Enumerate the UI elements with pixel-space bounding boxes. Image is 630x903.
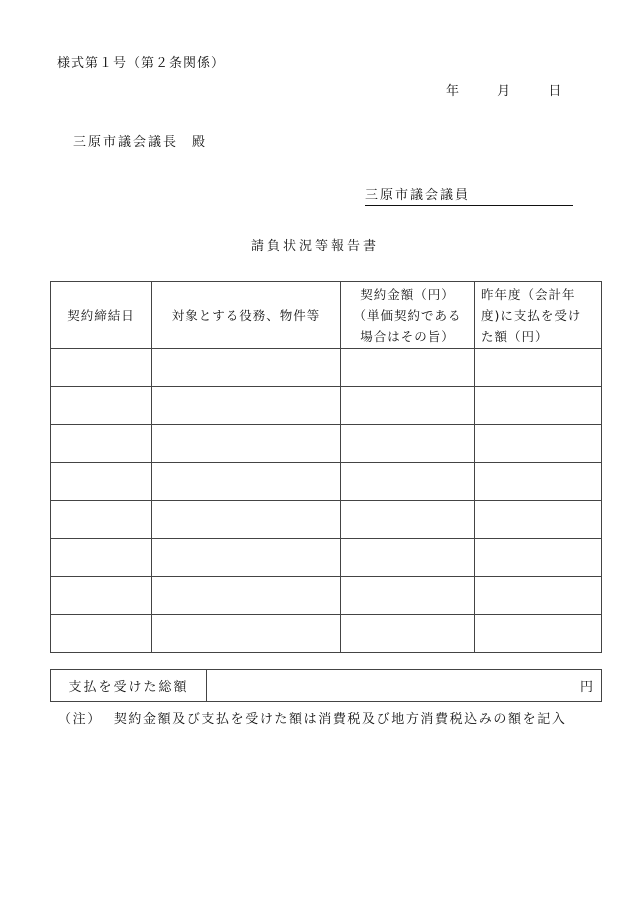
- date-year-label: 年: [446, 84, 460, 99]
- paid-amount-cell[interactable]: [475, 615, 602, 653]
- subject-cell[interactable]: [152, 425, 341, 463]
- total-amount-field[interactable]: [207, 670, 602, 702]
- addressee: [73, 131, 207, 150]
- contract-amount-cell[interactable]: [341, 577, 475, 615]
- table-row: [51, 349, 602, 387]
- subject-cell[interactable]: [152, 577, 341, 615]
- date-month-label: 月: [497, 84, 511, 99]
- header-paid-amount: [475, 282, 602, 349]
- header-contract-amount: [341, 282, 475, 349]
- header-amount-line: （単価契約である: [353, 307, 462, 323]
- paid-amount-cell[interactable]: [475, 501, 602, 539]
- table-row: [51, 501, 602, 539]
- contract-amount-cell[interactable]: [341, 463, 475, 501]
- paid-amount-cell[interactable]: [475, 425, 602, 463]
- header-amount-line: 場合はその旨）: [360, 328, 455, 344]
- header-paid-line: 度)に支払を受け: [481, 307, 582, 323]
- date-line: [446, 80, 561, 99]
- contract-date-cell[interactable]: [51, 463, 152, 501]
- reporter-label: 三原市議会議員: [365, 188, 471, 203]
- contract-amount-cell[interactable]: [341, 501, 475, 539]
- contract-amount-cell[interactable]: [341, 425, 475, 463]
- form-number: 様式第１号（第２条関係）: [57, 56, 226, 71]
- header-amount-line: 契約金額（円）: [360, 286, 455, 302]
- subject-cell[interactable]: [152, 539, 341, 577]
- subject-cell[interactable]: [152, 615, 341, 653]
- paid-amount-cell[interactable]: [475, 539, 602, 577]
- contract-date-cell[interactable]: [51, 615, 152, 653]
- table-row: [51, 387, 602, 425]
- subject-cell[interactable]: [152, 387, 341, 425]
- table-body: [51, 349, 602, 653]
- date-day-label: 日: [548, 84, 562, 99]
- contract-date-cell[interactable]: [51, 539, 152, 577]
- document-title: 請負状況等報告書: [250, 239, 379, 254]
- header-paid-line: 昨年度（会計年: [481, 286, 576, 302]
- contract-date-cell[interactable]: [51, 387, 152, 425]
- header-contract-date: 契約締結日: [51, 282, 152, 349]
- subject-cell[interactable]: [152, 501, 341, 539]
- contract-amount-cell[interactable]: [341, 615, 475, 653]
- contract-amount-cell[interactable]: [341, 539, 475, 577]
- header-paid-line: た額（円）: [481, 328, 549, 344]
- contract-date-cell[interactable]: [51, 425, 152, 463]
- footnote: [58, 708, 566, 727]
- footnote-text: 契約金額及び支払を受けた額は消費税及び地方消費税込みの額を記入: [113, 712, 567, 727]
- contract-date-cell[interactable]: [51, 577, 152, 615]
- contract-table: [50, 281, 602, 653]
- reporter-signature-line: [365, 184, 573, 206]
- contract-date-cell[interactable]: [51, 501, 152, 539]
- paid-amount-cell[interactable]: [475, 349, 602, 387]
- contract-amount-cell[interactable]: [341, 349, 475, 387]
- paid-amount-cell[interactable]: [475, 463, 602, 501]
- contract-amount-cell[interactable]: [341, 387, 475, 425]
- addressee-suffix: 殿: [192, 135, 208, 150]
- total-label: 支払を受けた総額: [51, 670, 207, 702]
- addressee-name: 三原市議会議長: [73, 135, 179, 150]
- total-row: [51, 670, 602, 702]
- paid-amount-cell[interactable]: [475, 577, 602, 615]
- table-row: [51, 539, 602, 577]
- subject-cell[interactable]: [152, 349, 341, 387]
- table-row: [51, 615, 602, 653]
- total-unit: 円: [579, 680, 593, 695]
- header-subject: 対象とする役務、物件等: [152, 282, 341, 349]
- contract-date-cell[interactable]: [51, 349, 152, 387]
- footnote-prefix: （注）: [58, 712, 102, 727]
- paid-amount-cell[interactable]: [475, 387, 602, 425]
- subject-cell[interactable]: [152, 463, 341, 501]
- table-row: [51, 577, 602, 615]
- total-table: [50, 669, 602, 702]
- table-row: [51, 463, 602, 501]
- table-row: [51, 425, 602, 463]
- table-header-row: [51, 282, 602, 349]
